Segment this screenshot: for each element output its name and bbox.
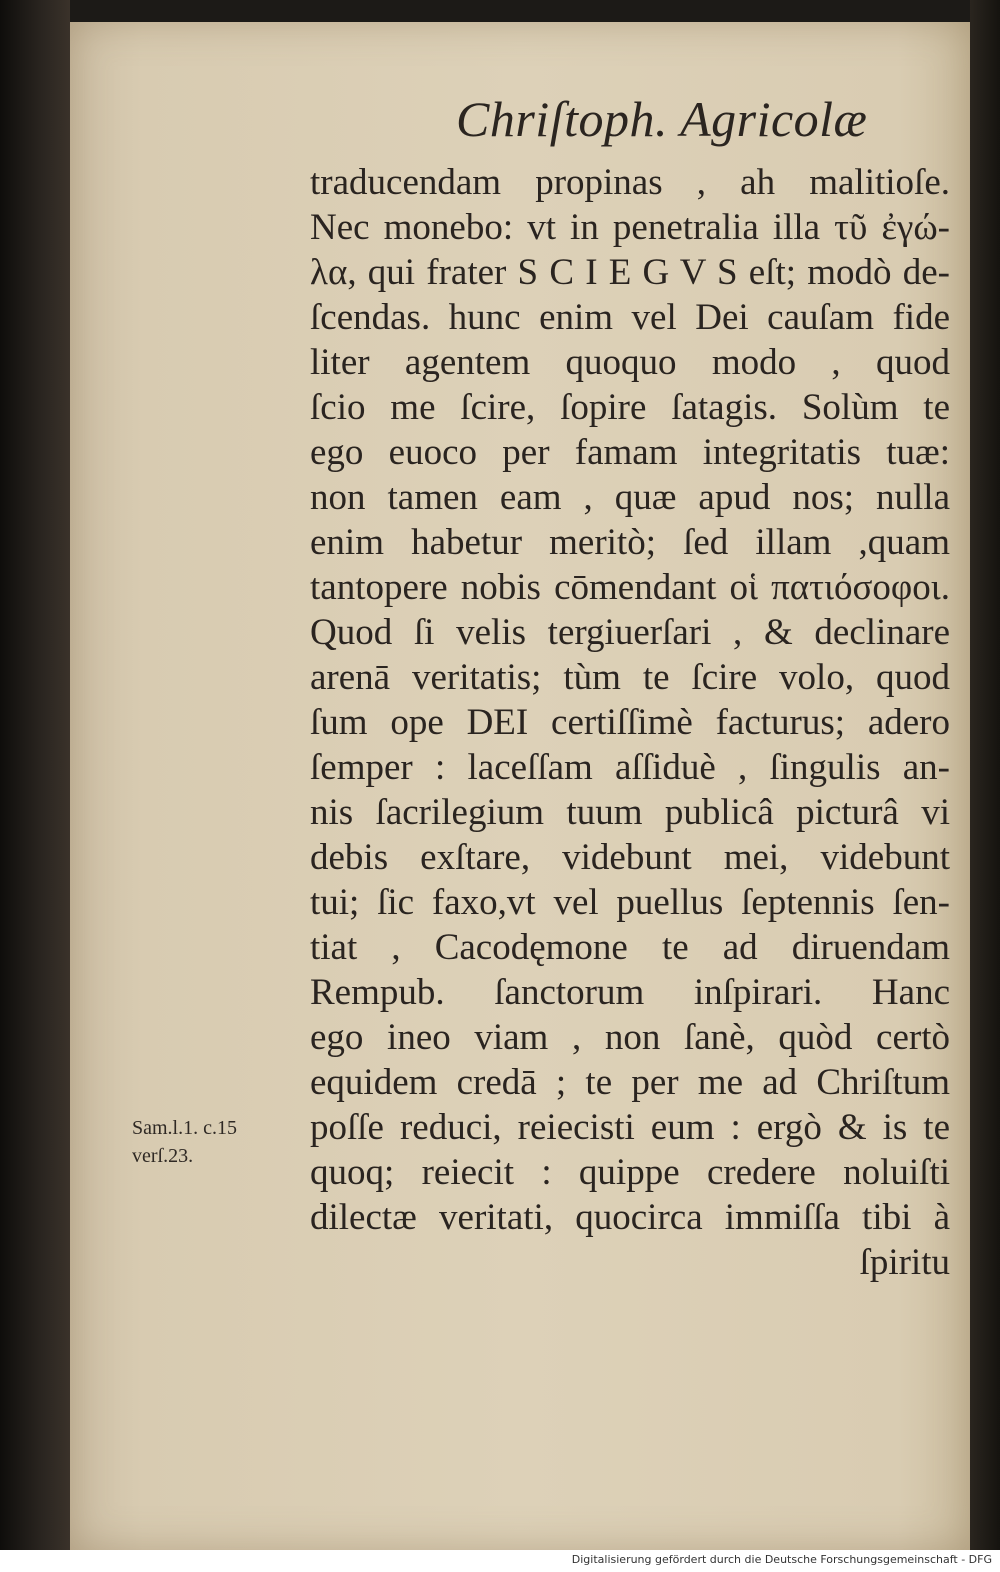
text-line: ſcendas. hunc enim vel Dei cauſam fide: [310, 297, 950, 338]
text-line: debis exſtare, videbunt mei, videbunt: [310, 837, 950, 878]
book-binding-edge: [0, 0, 70, 1572]
next-page-edge: [970, 0, 1000, 1550]
text-line: ego ineo viam , non ſanè, quòd certò: [310, 1017, 950, 1058]
running-head: Chriſtoph. Agricolæ: [456, 91, 868, 147]
text-line: non tamen eam , quæ apud nos; nulla: [310, 477, 950, 518]
text-line: Quod ſi velis tergiuerſari , & declinare: [310, 612, 950, 653]
text-line: Rempub. ſanctorum inſpirari. Hanc: [310, 972, 950, 1013]
marginal-note-line: verſ.23.: [132, 1145, 194, 1167]
text-line: tui; ſic faxo,vt vel puellus ſeptennis ſen-: [310, 882, 950, 923]
text-line: arenā veritatis; tùm te ſcire volo, quod: [310, 657, 950, 698]
text-line: traducendam propinas , ah malitioſe.: [310, 162, 950, 203]
text-line: liter agentem quoquo modo , quod: [310, 342, 950, 383]
text-line: ſemper : laceſſam aſſiduè , ſingulis an-: [310, 747, 950, 788]
text-line: equidem credā ; te per me ad Chriſtum: [310, 1062, 950, 1103]
text-line: quoq; reiecit : quippe credere noluiſti: [310, 1152, 950, 1193]
text-line: poſſe reduci, reiecisti eum : ergò & is te: [310, 1107, 950, 1148]
text-line: λα, qui frater S C I E G V S eſt; modò de-: [310, 252, 950, 293]
text-line: dilectæ veritati, quocirca immiſſa tibi à: [310, 1197, 950, 1238]
marginal-note-line: Sam.l.1. c.15: [132, 1117, 237, 1139]
funding-credit: Digitalisierung gefördert durch die Deutsche Forschungsgemeinschaft - DFG: [571, 1553, 992, 1566]
text-line: ego euoco per famam integritatis tuæ:: [310, 432, 950, 473]
text-line: ſcio me ſcire, ſopire ſatagis. Solùm te: [310, 387, 950, 428]
text-line: tantopere nobis cōmendant οἱ πατιόσοφοι.: [310, 567, 950, 608]
catchword: ſpiritu: [859, 1242, 950, 1283]
body-text: [310, 160, 950, 1285]
marginal-note: [132, 1114, 237, 1170]
text-line: nis ſacrilegium tuum publicâ picturâ vi: [310, 792, 950, 833]
text-line: ſum ope DEI certiſſimè facturus; adero: [310, 702, 950, 743]
text-line: enim habetur meritò; ſed illam ,quam: [310, 522, 950, 563]
book-page: [70, 22, 970, 1550]
text-line: tiat , Cacodęmone te ad diruendam: [310, 927, 950, 968]
text-line: Nec monebo: vt in penetralia illa τῦ ἐγώ-: [310, 207, 950, 248]
